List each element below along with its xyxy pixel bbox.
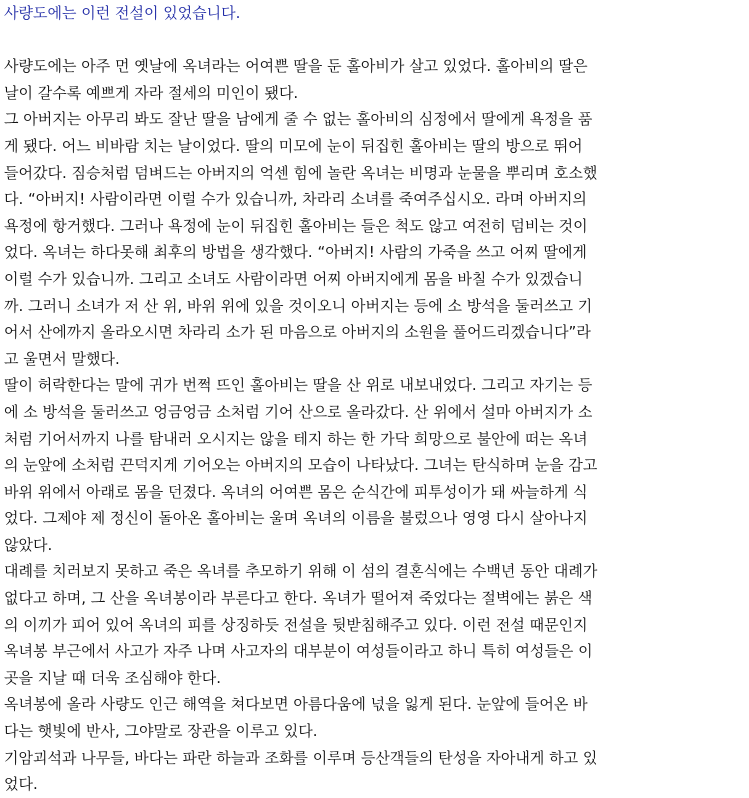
paragraph-6 xyxy=(4,745,747,798)
text-line: 다. “아버지! 사람이라면 이럴 수가 있습니까, 차라리 소녀를 죽여주십시오. 라며 아버지의 xyxy=(4,190,587,209)
page-title: 사량도에는 이런 전설이 있었습니다. xyxy=(4,4,241,22)
text-line: 었다. xyxy=(4,775,38,794)
text-line: 바위 위에서 아래로 몸을 던졌다. 옥녀의 어여쁜 몸은 순식간에 피투성이가 돼 싸늘하게 식 xyxy=(4,482,588,501)
text-line: 었다. 옥녀는 하다못해 최후의 방법을 생각했다. “아버지! 사람의 가죽을 쓰고 어찌 딸에게 xyxy=(4,243,587,262)
paragraph-1 xyxy=(4,53,747,106)
text-line: 게 됐다. 어느 비바람 치는 날이었다. 딸의 미모에 눈이 뒤집힌 홀아비는 딸의 방으로 뛰어 xyxy=(4,136,583,155)
text-line: 다는 햇빛에 반사, 그야말로 장관을 이루고 있다. xyxy=(4,722,318,741)
text-line: 곳을 지날 때 더욱 조심해야 한다. xyxy=(4,668,221,687)
text-line: 의 눈앞에 소처럼 끈덕지게 기어오는 아버지의 모습이 나타났다. 그녀는 탄식하며 눈을 감고 xyxy=(4,456,598,475)
text-line: 고 울면서 말했다. xyxy=(4,349,120,368)
text-line: 옥녀봉 부근에서 사고가 자주 나며 사고자의 대부분이 여성들이라고 하니 특히 여성들은 이 xyxy=(4,642,593,661)
document-body xyxy=(4,0,747,798)
text-line: 사량도에는 아주 먼 옛날에 옥녀라는 어여쁜 딸을 둔 홀아비가 살고 있었다. 홀아비의 딸은 xyxy=(4,57,588,76)
text-line: 않았다. xyxy=(4,535,53,554)
text-line: 의 이끼가 피어 있어 옥녀의 피를 상징하듯 전설을 뒷받침해주고 있다. 이런 전설 때문인지 xyxy=(4,615,588,634)
paragraph-5 xyxy=(4,691,747,744)
text-line: 없다고 하며, 그 산을 옥녀봉이라 부른다고 한다. 옥녀가 떨어져 죽었다는 절벽에는 붉은 색 xyxy=(4,589,593,608)
article-text xyxy=(4,53,747,798)
text-line: 어서 산에까지 올라오시면 차라리 소가 된 마음으로 아버지의 소원을 풀어드리겠습니다”라 xyxy=(4,323,591,342)
text-line: 대례를 치러보지 못하고 죽은 옥녀를 추모하기 위해 이 섬의 결혼식에는 수백년 동안 대례가 xyxy=(4,562,598,581)
text-line: 옥녀봉에 올라 사량도 인근 해역을 쳐다보면 아름다움에 넋을 잃게 된다. 눈앞에 들어온 바 xyxy=(4,695,588,714)
paragraph-3 xyxy=(4,372,747,558)
paragraph-2 xyxy=(4,106,747,372)
text-line: 욕정에 항거했다. 그러나 욕정에 눈이 뒤집힌 홀아비는 들은 척도 않고 여전히 덤비는 것이 xyxy=(4,216,588,235)
text-line: 에 소 방석을 둘러쓰고 엉금엉금 소처럼 기어 산으로 올라갔다. 산 위에서 설마 아버지가 소 xyxy=(4,402,593,421)
text-line: 날이 갈수록 예쁘게 자라 절세의 미인이 됐다. xyxy=(4,83,299,102)
text-line: 딸이 허락한다는 말에 귀가 번쩍 뜨인 홀아비는 딸을 산 위로 내보내었다. 그리고 자기는 등 xyxy=(4,376,593,395)
text-line: 처럼 기어서까지 나를 탐내러 오시지는 않을 테지 하는 한 가닥 희망으로 불안에 떠는 옥녀 xyxy=(4,429,588,448)
text-line: 이럴 수가 있습니까. 그리고 소녀도 사람이라면 어찌 아버지에게 몸을 바칠 수가 있겠습니 xyxy=(4,269,583,288)
text-line: 었다. 그제야 제 정신이 돌아온 홀아비는 울며 옥녀의 이름을 불렀으나 영영 다시 살아나지 xyxy=(4,509,588,528)
text-line: 기암괴석과 나무들, 바다는 파란 하늘과 조화를 이루며 등산객들의 탄성을 자아내게 하고 있 xyxy=(4,748,598,767)
paragraph-4 xyxy=(4,558,747,691)
text-line: 들어갔다. 짐승처럼 덤벼드는 아버지의 억센 힘에 놀란 옥녀는 비명과 눈물을 뿌리며 호소했 xyxy=(4,163,598,182)
text-line: 까. 그러니 소녀가 저 산 위, 바위 위에 있을 것이오니 아버지는 등에 소 방석을 둘러쓰고 기 xyxy=(4,296,593,315)
spacer xyxy=(4,27,747,54)
text-line: 그 아버지는 아무리 봐도 잘난 딸을 남에게 줄 수 없는 홀아비의 심정에서 딸에게 욕정을 품 xyxy=(4,110,593,129)
